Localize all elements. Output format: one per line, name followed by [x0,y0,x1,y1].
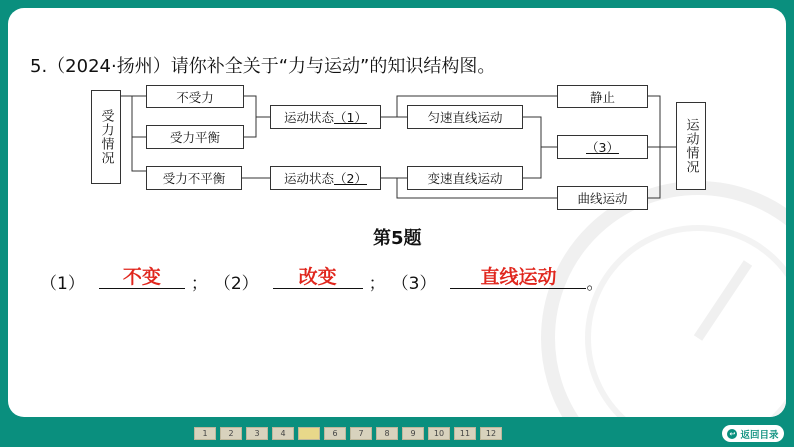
page-button-7[interactable]: 7 [350,427,372,440]
balanced-force-box: 受力平衡 [146,125,244,149]
separator: ； [190,274,208,294]
variable-linear-motion-box: 变速直线运动 [407,166,523,190]
rest-box: 静止 [557,85,648,108]
slide-card [8,8,786,417]
motion-state-2-label: 运动状态 [284,171,335,186]
page-button-3[interactable]: 3 [246,427,268,440]
answer-3-text: 直线运动 [480,266,557,288]
blank-3-label: （3） [586,140,619,155]
blank-3-box [557,135,648,159]
diagram-connectors [8,8,786,417]
page-button-1[interactable]: 1 [194,427,216,440]
page-button-9[interactable]: 9 [402,427,424,440]
answer-2-blank [273,266,363,289]
page-button-5-current[interactable] [298,427,320,440]
figure-caption: 第5题 [373,228,422,249]
unbalanced-force-box: 受力不平衡 [146,166,242,190]
motion-state-1-box [270,105,381,129]
motion-state-2-box [270,166,381,190]
motion-state-1-label: 运动状态 [284,110,335,125]
footer-bar [0,417,794,447]
answer-1-text: 不变 [122,266,161,288]
question-text: 5.（2024·扬州）请你补全关于“力与运动”的知识结构图。 [30,56,496,77]
separator: ； [368,274,386,294]
page-button-6[interactable]: 6 [324,427,346,440]
page-button-2[interactable]: 2 [220,427,242,440]
end-punctuation: 。 [586,274,604,294]
answer-line [40,266,603,294]
motion-state-2-blank: （2） [334,171,367,186]
motion-state-1-blank: （1） [334,110,367,125]
page-button-10[interactable]: 10 [428,427,450,440]
uniform-linear-motion-box: 匀速直线运动 [407,105,523,129]
no-force-box: 不受力 [146,85,244,108]
answer-3-blank [450,266,586,289]
curved-motion-box: 曲线运动 [557,186,648,210]
page-button-12[interactable]: 12 [480,427,502,440]
answer-1-blank [99,266,185,289]
page-navigation [194,427,502,440]
answer-1-label: （1） [40,274,85,294]
motion-situation-box: 运动情况 [676,102,706,190]
back-to-contents-label: 返回目录 [740,429,779,441]
back-to-contents-button[interactable] [722,425,784,442]
page-button-8[interactable]: 8 [376,427,398,440]
back-arrow-icon: ↩ [727,429,737,439]
page-button-11[interactable]: 11 [454,427,476,440]
page-button-4[interactable]: 4 [272,427,294,440]
answer-2-text: 改变 [298,266,337,288]
force-situation-box: 受力情况 [91,90,121,184]
answer-2-label: （2） [213,274,259,294]
answer-3-label: （3） [391,274,437,294]
